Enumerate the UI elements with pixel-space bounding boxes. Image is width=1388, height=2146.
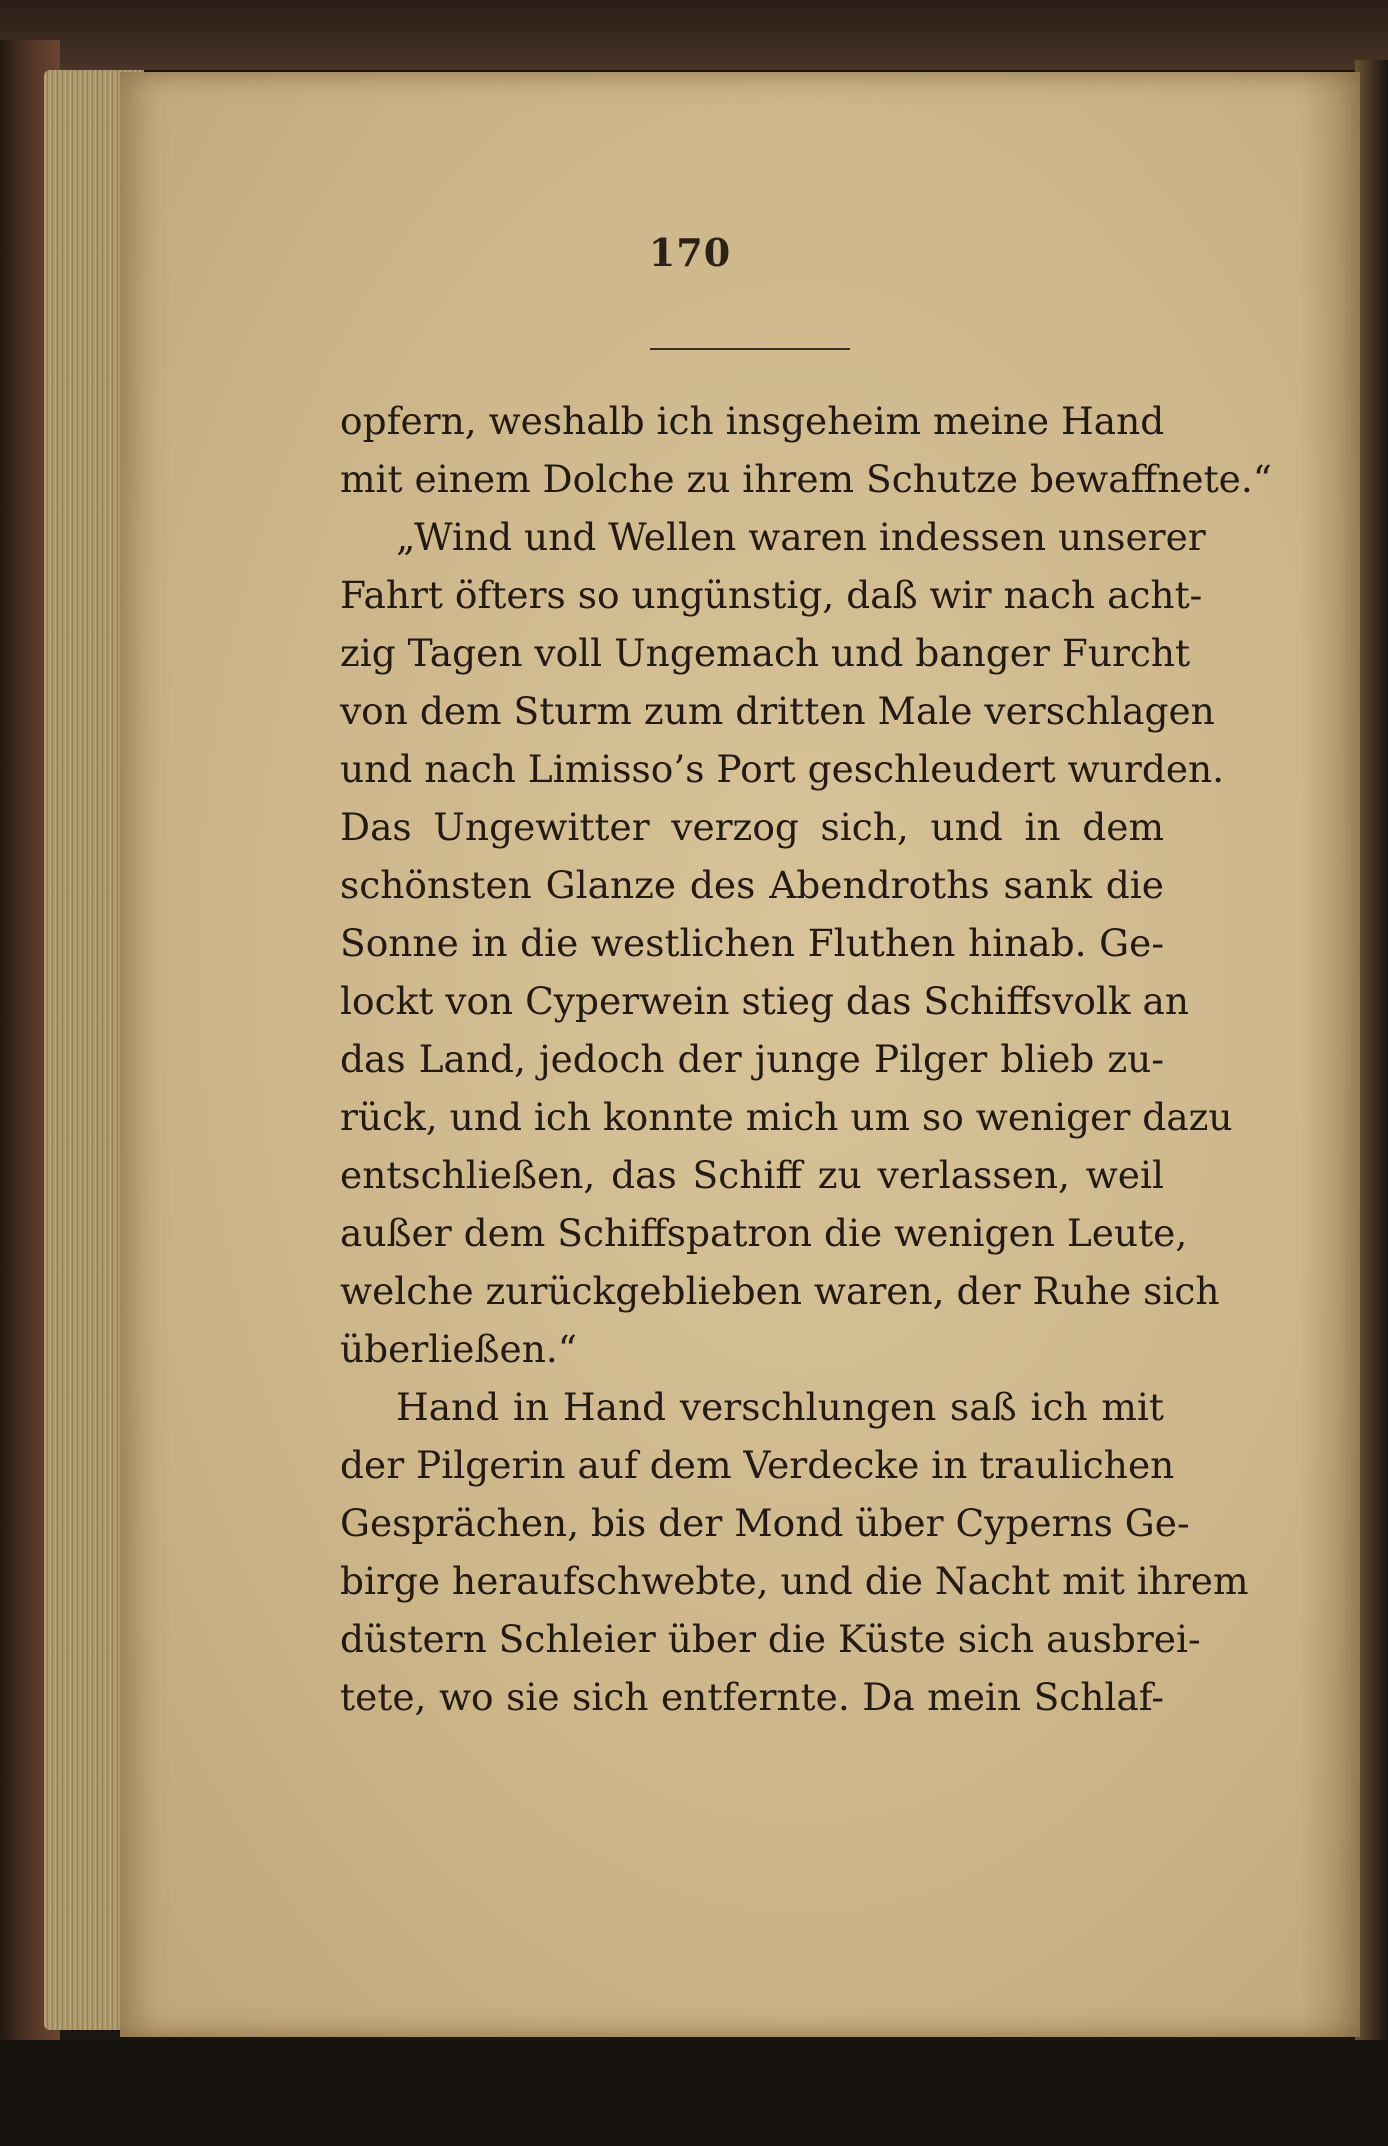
scan-background-bottom (0, 2040, 1388, 2146)
text-line: Hand in Hand verschlungen saß ich mit (396, 1385, 1164, 1429)
text-line: welche zurückgeblieben waren, der Ruhe sich (340, 1269, 1220, 1313)
header-rule (650, 348, 850, 350)
text-line: opfern, weshalb ich insgeheim meine Hand (340, 399, 1165, 443)
text-line: von dem Sturm zum dritten Male verschlagen (340, 689, 1215, 733)
text-line: tete, wo sie sich entfernte. Da mein Schlaf- (340, 1675, 1164, 1719)
text-line: mit einem Dolche zu ihrem Schutze bewaffnete.“ (340, 457, 1272, 501)
book-cover-top (0, 0, 1388, 70)
text-line: überließen.“ (340, 1327, 577, 1371)
text-line: zig Tagen voll Ungemach und banger Furcht (340, 631, 1191, 675)
text-line: rück, und ich konnte mich um so weniger dazu (340, 1095, 1233, 1139)
text-line: Gesprächen, bis der Mond über Cyperns Ge- (340, 1501, 1190, 1545)
page-number: 170 (648, 230, 732, 275)
text-line: düstern Schleier über die Küste sich ausbrei- (340, 1617, 1201, 1661)
text-line: lockt von Cyperwein stieg das Schiffsvolk an (340, 979, 1190, 1023)
body-text (340, 392, 1272, 1726)
text-line: schönsten Glanze des Abendroths sank die (340, 863, 1164, 907)
text-line: Das Ungewitter verzog sich, und in dem (340, 805, 1164, 849)
text-line: entschließen, das Schiff zu verlassen, weil (340, 1153, 1164, 1197)
text-line: „Wind und Wellen waren indessen unserer (396, 515, 1206, 559)
page-gutter-shadow (1300, 72, 1360, 2037)
text-line: Fahrt öfters so ungünstig, daß wir nach acht- (340, 573, 1203, 617)
text-line: das Land, jedoch der junge Pilger blieb zu- (340, 1037, 1164, 1081)
text-line: und nach Limisso’s Port geschleudert wurden. (340, 747, 1225, 791)
text-line: außer dem Schiffspatron die wenigen Leute, (340, 1211, 1188, 1255)
text-line: Sonne in die westlichen Fluthen hinab. Ge- (340, 921, 1164, 965)
text-line: der Pilgerin auf dem Verdecke in traulichen (340, 1443, 1175, 1487)
paragraph (340, 508, 1233, 1378)
text-line: birge heraufschwebte, und die Nacht mit ihrem (340, 1559, 1249, 1603)
paragraph (340, 1378, 1249, 1726)
paragraph (340, 392, 1272, 508)
